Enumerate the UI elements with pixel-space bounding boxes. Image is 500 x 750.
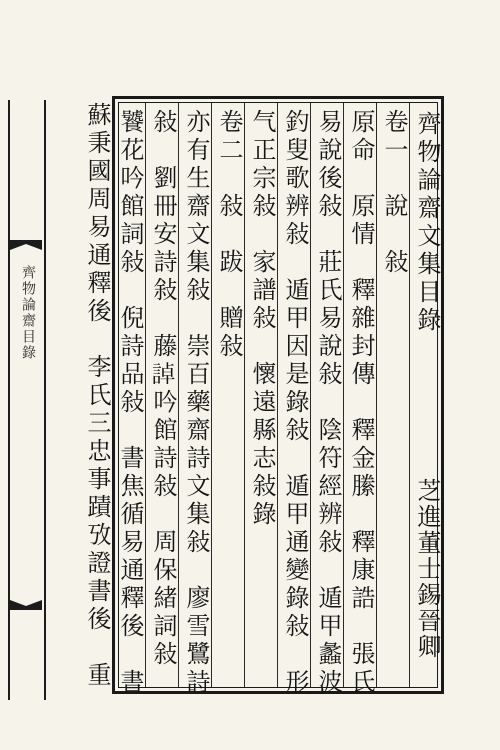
toc-column-10: 饕花吟館詞敍 倪詩品敍 書焦循易通釋後 書 bbox=[116, 109, 144, 697]
frame-inner-border bbox=[116, 102, 441, 697]
toc-title: 齊物論齋文集目錄 bbox=[413, 111, 441, 335]
toc-column-3: 原命 原情 釋雜封傳 釋金縢 釋康誥 張氏 bbox=[347, 109, 375, 697]
toc-column-7: 卷二 敍 跋 贈敍 bbox=[215, 109, 243, 361]
toc-column-8: 亦有生齋文集敍 崇百藥齋詩文集敍 廖雪鷺詩 bbox=[182, 109, 210, 697]
toc-column-9: 敍 劉冊安詩敍 藤𧨳吟館詩敍 周保緒詞敍 bbox=[149, 109, 177, 669]
toc-column-4: 易說後敍 莊氏易說敍 陰符經辨敍 遁甲蠡波 bbox=[314, 109, 342, 697]
page-gutter bbox=[0, 100, 50, 700]
gutter-title: 齊物論齋目錄 bbox=[20, 265, 36, 361]
fishtail-mark-bottom bbox=[10, 600, 42, 610]
toc-column-5: 釣叟歌辨敍 遁甲因是錄敍 遁甲通變錄敍 形 bbox=[281, 109, 309, 697]
toc-column-11: 蘇秉國周易通釋後 李氏三忠事蹟攷證書後 重 bbox=[83, 102, 111, 690]
fishtail-mark-top bbox=[10, 240, 42, 250]
author-credit: 芝進董士錫晉卿 bbox=[413, 478, 441, 660]
gutter-rule bbox=[8, 100, 10, 700]
gutter-rule bbox=[44, 100, 46, 700]
toc-column-6: 气正宗敍 家譜敍 懷遠縣志敍錄 bbox=[248, 109, 276, 529]
text-frame bbox=[112, 96, 444, 697]
toc-column-2: 卷一 說 敍 bbox=[380, 109, 408, 277]
